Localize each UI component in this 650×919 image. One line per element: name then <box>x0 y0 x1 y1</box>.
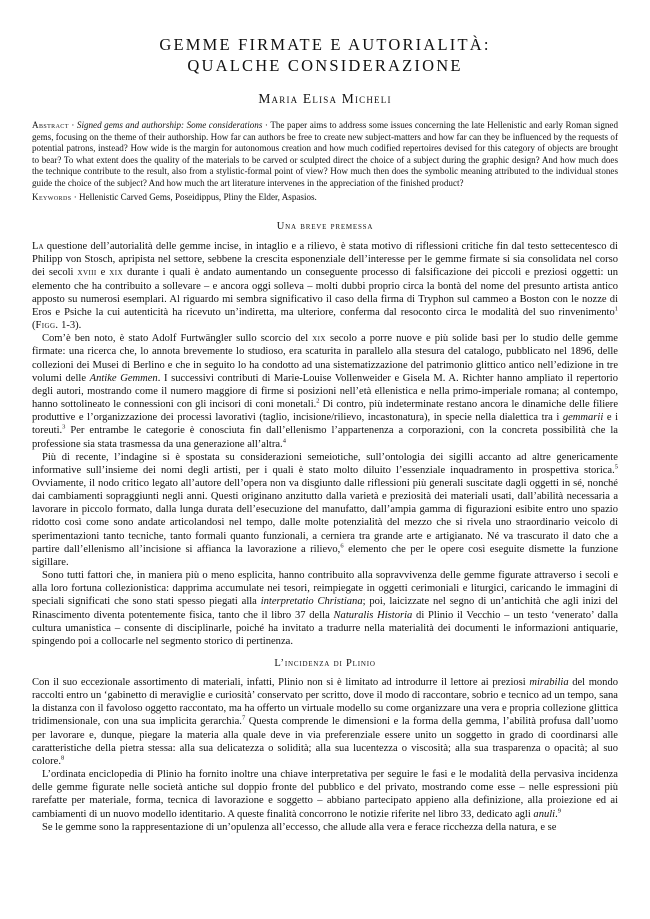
century-numeral: xviii <box>77 267 97 279</box>
text-run: Per entrambe le categorie è conosciuta fin dall’ellenismo l’appartenenza a corporazioni, con la concreta possibilità che la professione sia stata trasmessa da una generazione all’altra. <box>32 425 618 450</box>
footnote-ref[interactable]: 5 <box>614 463 618 471</box>
section-heading-premessa: Una breve premessa <box>276 221 374 233</box>
text-run: . <box>555 808 558 820</box>
text-run: Com’è ben noto, è stato Adolf Furtwängler sullo scorcio del <box>42 333 313 345</box>
text-run: Di contro, più indeterminate restano ancora le dinamiche delle filiere produttive e l’organizzazione dei processi lavorativi (taglio, incisione/rilievo, incastonatura), in specie nella dialettica tra i <box>32 399 619 424</box>
text-run: di Plinio il Vecchio – un testo ‘venerato’ dalla cultura umanistica – consente di disciplinarle, poiché ha invitato a tradurre nella materialità dei documenti le informazioni antiquarie, spingendo poi a collocarle nel segmento storico di pertinenza. <box>32 609 618 647</box>
text-run: secolo a porre nuove e più solide basi per lo studio delle gemme firmate: una ricerca che, lo annota brevemente lo studioso, era scaturita in parallelo alla stesura del catalogo, pubblicato nel 1896, delle collezioni dei Musei di Berlino e che in seguito lo ha condotto ad una sistematizzazione del patrimonio glittico antico nell’edizione in tre volumi delle <box>32 333 618 384</box>
body-paragraph-5 <box>32 676 618 768</box>
footnote-ref[interactable]: 7 <box>241 714 246 722</box>
footnote-ref[interactable]: 2 <box>316 397 320 405</box>
text-run: e <box>96 267 110 279</box>
figure-ref: Figg. <box>35 320 59 332</box>
body-paragraph-1 <box>32 240 618 332</box>
body-paragraph-2 <box>32 332 618 450</box>
italic-term: gemmarii <box>562 412 604 424</box>
article-title <box>32 34 618 76</box>
text-run: e i toreuti. <box>32 412 618 437</box>
text-run: Se le gemme sono la rappresentazione di un’opulenza all’eccesso, che allude alla vera e ferace ricchezza della natura, e se <box>42 821 557 833</box>
author-name: Maria Elisa Micheli <box>258 91 392 106</box>
century-numeral: xix <box>312 333 326 345</box>
title-line-2: QUALCHE CONSIDERAZIONE <box>187 56 463 75</box>
text-run: Sono tutti fattori che, in maniera più o meno esplicita, hanno contribuito alla sopravvivenza delle gemme figurate attraverso i secoli e alla loro fortuna collezionistica: dapprima accumulate nei tesori, reimpiegate in oggetti cerimoniali e liturgici, caricando le immagini di speciali significati che sono stati spesso piegati alla <box>32 570 618 608</box>
article-page <box>32 34 618 834</box>
initial-word: La <box>32 241 44 253</box>
footnote-ref[interactable]: 6 <box>340 542 344 550</box>
text-run: . I successivi contributi di Marie-Louise Vollenweider e Gisela M. A. Richter hanno ampliato il repertorio degli autori, mostrando come il numero maggiore di firme si posizioni nell’età ellenistica e nella primo-imperiale romana; al contempo, hanno sottolineato le connessioni con gli incisori di coni monetali. <box>32 372 618 411</box>
text-run: durante i quali è andato aumentando un conseguente processo di falsificazione dei piccoli e preziosi oggetti: un elemento che ha contribuito a sollevare – e ancora oggi solleva – molti dubbi proprio circa la bontà del nome del presunto artista antico apposto su numerosi esemplari. Al riguardo mi sembra significativo il caso della firma di Tryphon sul cammeo a Boston con le nozze di Eros e Psiche la cui autenticità ha ricevuto un’indiretta, ma ulteriore, conferma dal resoconto circa le modalità del suo rinvenimento <box>32 267 618 318</box>
italic-term: anuli <box>533 808 556 820</box>
text-run: del mondo raccolti entro un ‘gabinetto di meraviglie e curiosità’ conservato per scritto, dove il modo di raccontare, sobrio e tecnico ad un tempo, sana la distanza con il favoloso oggetto raccontato, ma ha offerto un virtuale modello su come organizzare una vera e propria collezione glittica tridimensionale, con una sua implicita gerarchia. <box>32 677 618 728</box>
abstract-text: · The paper aims to address some issues concerning the late Hellenistic and early Roman signed gems, focusing on the theme of their authorship. How far can authors be free to create new subject-matters and how far can they be influenced by the requests of potential patrons, instead? How wide is the margin for autonomous creation and how much codified repertoires devised for this category of objects are brought to bear? To what extent does the quality of the materials to be carved or sculpted direct the choice of a subject during the graphic design? And how much does the technique contribute to the result, also from a stylistic-formal point of view? How much then does the symbolic meaning attributed to the individual stones guide the choice of the subject? And how much the art literature intervenes in the appreciation of the finished product? <box>32 120 619 188</box>
italic-title: Antike Gemmen <box>89 372 158 384</box>
section-heading-plinio: L’incidenza di Plinio <box>274 658 376 669</box>
italic-term: mirabilia <box>529 677 569 688</box>
italic-title: Naturalis Historia <box>333 609 413 621</box>
italic-term: interpretatio Christiana <box>260 596 363 608</box>
text-run: elemento che per le opere così eseguite dismette la funzione sigillare. <box>32 543 619 568</box>
text-run: L’ordinata enciclopedia di Plinio ha fornito inoltre una chiave interpretativa per seguire le fasi e le modalità della pervasiva incidenza delle gemme figurate nelle società antiche sul doppio fronte del pubblico e del privato, mostrando come esse – nelle espressioni più rarefatte per materiale, forma, tecnica di lavorazione e soggetto – abbiano partecipato appieno alla definizione, alla proiezione ed ai cambiamenti di un nuovo modello identitario. A queste finalità concorrono le notizie riferite nel libro 33, dedicato agli <box>32 769 618 820</box>
abstract-separator: · <box>68 120 77 130</box>
text-run: questione dell’autorialità delle gemme incise, in intaglio e a rilievo, è stata motivo di riflessioni critiche fin dal testo settecentesco di Philipp von Stosch, apripista nel settore, sebbene la crescita esponenziale dell’interesse per le gemme firmate si sia consolidata nel corso dei secoli <box>32 241 618 279</box>
text-run: Ovviamente, il nodo critico legato all’autore dell’opera non va disgiunto dalle riflessioni più generali suscitate dagli oggetti in sé, nonché dai cambiamenti sopraggiunti negli anni. Questi originano anzitutto dalla varietà e preziosità dei materiali usati, dall’abilità necessaria a lavorare in piccolo formato, dalla lunga durata dell’esecuzione del manufatto, dall’ampia gamma di figurazioni esibite entro uno spazio ridotto così come sono andate articolandosi nel tempo, dalle molte potenzialità del mezzo che si rivela uno straordinario veicolo di sperimentazioni tanto tecniche, tanto formali quanto funzionali, a cerniera tra grande arte e artigianato. Né va trascurato il dato che a partire dall’ellenismo all’incisione si affianca la lavorazione a rilievo, <box>32 477 618 555</box>
abstract <box>32 120 618 190</box>
keywords-label: Keywords <box>32 191 72 202</box>
body-paragraph-4 <box>32 569 618 648</box>
century-numeral: xix <box>109 267 123 279</box>
keywords-text: · Hellenistic Carved Gems, Poseidippus, Pliny the Elder, Aspasios. <box>71 191 317 202</box>
text-run: Questa comprende le dimensioni e la forma della gemma, l’abilità profusa dall’uomo per lavorare e, dunque, piegare la materia alla quale deve in via preferenziale essere unito un soggetto in grado di coordinarsi alle caratteristiche della pietra stessa: alla sua delicatezza o solidità; alla sua lucentezza o viscosità; alla sua trasparenza o opacità; al suo colore. <box>32 716 618 767</box>
footnote-ref[interactable]: 3 <box>62 423 66 431</box>
abstract-label: Abstract <box>32 120 69 130</box>
body-paragraph-3 <box>32 451 618 569</box>
text-run: ; poi, laicizzate nel segno di un’antichità che agli inizi del Rinascimento diventa potentemente fisica, tanto che il libro 37 della <box>32 596 618 621</box>
footnote-ref[interactable]: 8 <box>61 754 65 762</box>
text-run: ( <box>32 320 36 332</box>
footnote-ref[interactable]: 1 <box>614 305 618 313</box>
abstract-title: Signed gems and authorship: Some considerations <box>76 120 263 130</box>
text-run: 1-3). <box>58 320 82 332</box>
title-line-1: GEMME FIRMATE E AUTORIALITÀ: <box>159 35 491 54</box>
text-run: Più di recente, l’indagine si è spostata su considerazioni semeiotiche, sull’ontologia dei sigilli accanto ad altre genericamente informative sull’insieme dei nomi degli artisti, per i quali è stato molto diluito l’essenziale inquadramento in prospettiva storica. <box>32 451 618 476</box>
text-run: Con il suo eccezionale assortimento di materiali, infatti, Plinio non si è limitato ad introdurre il lettore ai preziosi <box>32 677 530 688</box>
body-paragraph-6 <box>32 768 618 821</box>
footnote-ref[interactable]: 4 <box>282 436 286 444</box>
body-paragraph-7 <box>32 821 618 834</box>
keywords <box>32 192 618 204</box>
footnote-ref[interactable]: 9 <box>557 807 561 815</box>
